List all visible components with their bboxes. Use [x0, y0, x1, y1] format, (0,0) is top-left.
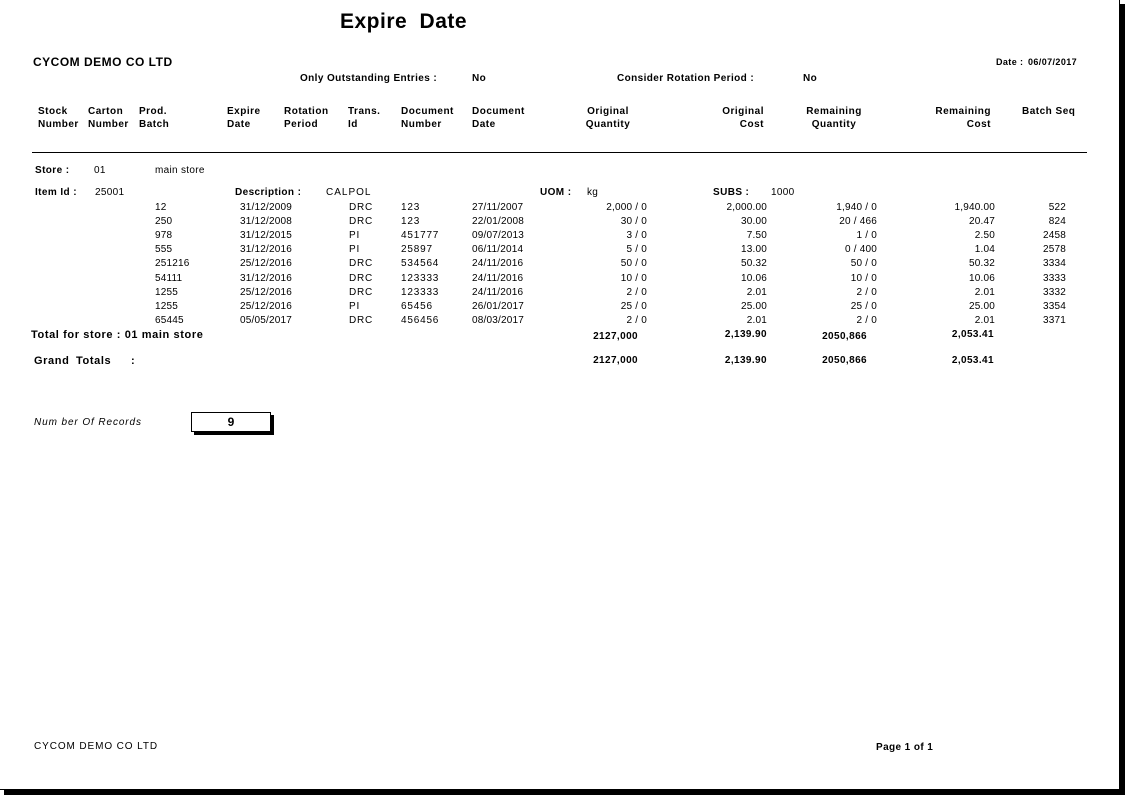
cell-original-cost: 50.32 — [740, 258, 767, 269]
subs-value: 1000 — [771, 187, 795, 198]
cell-document-date: 26/01/2017 — [472, 301, 525, 312]
cell-document-date: 24/11/2016 — [472, 287, 524, 298]
cell-batch-seq: 3354 — [1042, 301, 1066, 312]
store-label: Store : — [35, 165, 70, 176]
table-row — [0, 244, 1125, 258]
cell-batch-seq: 3332 — [1042, 287, 1066, 298]
cell-expire-date: 31/12/2008 — [240, 216, 293, 227]
col-header-document-date — [472, 105, 525, 131]
cell-trans-id: DRC — [349, 287, 374, 298]
cell-original-quantity: 2 / 0 — [626, 287, 647, 298]
store-total-remaining-quantity: 2050,866 — [822, 331, 867, 342]
cell-document-date: 24/11/2016 — [472, 273, 524, 284]
col-header-remaining-quantity — [795, 105, 873, 131]
table-row — [0, 273, 1125, 287]
cell-expire-date: 25/12/2016 — [240, 301, 293, 312]
cell-trans-id: DRC — [349, 216, 374, 227]
cell-original-quantity: 25 / 0 — [620, 301, 647, 312]
cell-document-number: 451777 — [401, 230, 440, 241]
grand-totals-label: Grand Totals — [34, 355, 112, 367]
cell-batch-seq: 3371 — [1042, 315, 1066, 326]
store-total-label: Total for store : 01 main store — [31, 329, 204, 341]
col-header-line: Batch Seq — [1022, 106, 1076, 117]
cell-remaining-quantity: 10 / 0 — [850, 273, 877, 284]
cell-document-number: 123333 — [401, 273, 440, 284]
cell-original-quantity: 50 / 0 — [620, 258, 647, 269]
col-header-line: Cost — [966, 119, 991, 130]
company-name: CYCOM DEMO CO LTD — [33, 55, 173, 69]
cell-document-number: 25897 — [401, 244, 433, 255]
cell-trans-id: DRC — [349, 202, 374, 213]
cell-remaining-cost: 2.50 — [974, 230, 995, 241]
cell-batch-seq: 2578 — [1042, 244, 1066, 255]
col-header-line: Remaining — [806, 106, 862, 117]
cell-original-cost: 2,000.00 — [726, 202, 767, 213]
col-header-line: Batch — [139, 119, 170, 130]
cell-original-quantity: 5 / 0 — [626, 244, 647, 255]
grand-total-original-quantity: 2127,000 — [593, 355, 638, 366]
report-title: Expire Date — [340, 10, 468, 33]
cell-remaining-quantity: 1,940 / 0 — [836, 202, 877, 213]
cell-original-quantity: 10 / 0 — [620, 273, 647, 284]
cell-document-number: 456456 — [401, 315, 440, 326]
col-header-line: Number — [88, 119, 129, 130]
cell-document-number: 534564 — [401, 258, 440, 269]
cell-expire-date: 31/12/2009 — [240, 202, 293, 213]
cell-expire-date: 05/05/2017 — [240, 315, 293, 326]
item-description-label: Description : — [235, 187, 302, 198]
cell-original-cost: 13.00 — [740, 244, 767, 255]
cell-document-number: 65456 — [401, 301, 433, 312]
col-header-line: Number — [401, 119, 442, 130]
col-header-line: Quantity — [585, 119, 631, 130]
cell-remaining-cost: 25.00 — [968, 301, 995, 312]
cell-original-quantity: 2,000 / 0 — [606, 202, 647, 213]
item-description: CALPOL — [326, 187, 372, 198]
col-header-line: Id — [348, 119, 358, 130]
table-row — [0, 301, 1125, 315]
cell-original-cost: 2.01 — [746, 315, 767, 326]
cell-document-number: 123 — [401, 202, 421, 213]
rotation-value: No — [803, 73, 818, 84]
cell-trans-id: DRC — [349, 273, 374, 284]
cell-prod-batch: 54111 — [155, 273, 183, 284]
grand-total-original-cost: 2,139.90 — [724, 355, 767, 366]
cell-batch-seq: 824 — [1048, 216, 1066, 227]
col-header-line: Date — [227, 119, 251, 130]
cell-expire-date: 31/12/2015 — [240, 230, 293, 241]
store-id: 01 — [94, 165, 106, 176]
store-name: main store — [155, 165, 205, 176]
cell-remaining-cost: 2.01 — [974, 287, 995, 298]
col-header-line: Cost — [739, 119, 764, 130]
cell-remaining-cost: 50.32 — [968, 258, 995, 269]
cell-remaining-cost: 1.04 — [974, 244, 995, 255]
cell-trans-id: PI — [349, 244, 361, 255]
cell-document-date: 08/03/2017 — [472, 315, 525, 326]
col-header-rotation-period — [284, 105, 329, 131]
cell-original-cost: 2.01 — [746, 287, 767, 298]
date-label: Date : — [996, 57, 1024, 67]
cell-prod-batch: 65445 — [155, 315, 184, 326]
cell-prod-batch: 1255 — [155, 301, 179, 312]
cell-document-date: 06/11/2014 — [472, 244, 524, 255]
cell-original-quantity: 30 / 0 — [620, 216, 647, 227]
table-row — [0, 216, 1125, 230]
cell-trans-id: PI — [349, 230, 361, 241]
cell-document-date: 24/11/2016 — [472, 258, 524, 269]
grand-total-remaining-cost: 2,053.41 — [951, 355, 994, 366]
grand-totals-colon: : — [131, 355, 136, 367]
cell-prod-batch: 555 — [155, 244, 173, 255]
cell-remaining-quantity: 1 / 0 — [856, 230, 877, 241]
cell-remaining-cost: 2.01 — [974, 315, 995, 326]
col-header-line: Document — [472, 106, 525, 117]
cell-original-quantity: 3 / 0 — [626, 230, 647, 241]
cell-prod-batch: 12 — [155, 202, 167, 213]
cell-prod-batch: 1255 — [155, 287, 179, 298]
grand-total-remaining-quantity: 2050,866 — [822, 355, 867, 366]
col-header-line: Expire — [227, 106, 261, 117]
table-row — [0, 230, 1125, 244]
item-id-label: Item Id : — [35, 187, 77, 198]
col-header-document-number — [401, 105, 454, 131]
col-header-line: Quantity — [811, 119, 857, 130]
col-header-line: Original — [722, 106, 764, 117]
col-header-line: Prod. — [139, 106, 168, 117]
cell-trans-id: DRC — [349, 315, 374, 326]
cell-original-cost: 7.50 — [746, 230, 767, 241]
col-header-stock-number — [38, 105, 79, 131]
date-value: 06/07/2017 — [1028, 57, 1078, 67]
col-header-line: Number — [38, 119, 79, 130]
table-row — [0, 315, 1125, 329]
cell-original-cost: 30.00 — [740, 216, 767, 227]
cell-batch-seq: 2458 — [1042, 230, 1066, 241]
col-header-line: Document — [401, 106, 454, 117]
cell-expire-date: 25/12/2016 — [240, 287, 293, 298]
table-row — [0, 202, 1125, 216]
outstanding-value: No — [472, 73, 487, 84]
cell-prod-batch: 250 — [155, 216, 173, 227]
uom-label: UOM : — [540, 187, 572, 198]
cell-document-number: 123333 — [401, 287, 440, 298]
col-header-line: Trans. — [348, 106, 381, 117]
cell-original-cost: 25.00 — [740, 301, 767, 312]
table-row — [0, 258, 1125, 272]
rotation-label: Consider Rotation Period : — [617, 73, 755, 84]
cell-remaining-quantity: 20 / 466 — [839, 216, 877, 227]
subs-label: SUBS : — [713, 187, 750, 198]
cell-remaining-cost: 20.47 — [968, 216, 995, 227]
col-header-remaining-cost — [920, 105, 991, 131]
cell-batch-seq: 3333 — [1042, 273, 1066, 284]
cell-expire-date: 25/12/2016 — [240, 258, 293, 269]
col-header-original-cost — [700, 105, 764, 131]
col-header-expire-date — [227, 105, 261, 131]
store-total-original-cost: 2,139.90 — [724, 329, 767, 340]
cell-expire-date: 31/12/2016 — [240, 273, 293, 284]
footer-company: CYCOM DEMO CO LTD — [34, 741, 159, 752]
header-divider — [32, 152, 1087, 153]
col-header-trans-id — [348, 105, 380, 131]
cell-original-quantity: 2 / 0 — [626, 315, 647, 326]
col-header-line: Rotation — [284, 106, 329, 117]
cell-remaining-quantity: 2 / 0 — [856, 287, 877, 298]
store-total-remaining-cost: 2,053.41 — [951, 329, 994, 340]
col-header-carton-number — [88, 105, 129, 131]
number-of-records-value: 9 — [191, 412, 271, 432]
cell-prod-batch: 978 — [155, 230, 173, 241]
cell-remaining-quantity: 50 / 0 — [850, 258, 877, 269]
col-header-line: Period — [284, 119, 319, 130]
cell-document-date: 27/11/2007 — [472, 202, 524, 213]
cell-trans-id: DRC — [349, 258, 374, 269]
cell-document-number: 123 — [401, 216, 421, 227]
item-id: 25001 — [95, 187, 125, 198]
page-shadow-bottom — [4, 790, 1125, 795]
col-header-prod-batch — [139, 105, 169, 131]
table-row — [0, 287, 1125, 301]
cell-document-date: 22/01/2008 — [472, 216, 525, 227]
page-shadow-right — [1120, 4, 1125, 795]
cell-batch-seq: 3334 — [1042, 258, 1066, 269]
cell-batch-seq: 522 — [1048, 202, 1066, 213]
store-total-original-quantity: 2127,000 — [593, 331, 638, 342]
col-header-line: Carton — [88, 106, 124, 117]
col-header-original-quantity — [570, 105, 646, 131]
cell-remaining-cost: 10.06 — [968, 273, 995, 284]
footer-page-number: Page 1 of 1 — [876, 742, 934, 753]
col-header-line: Original — [587, 106, 629, 117]
uom-value: kg — [587, 187, 599, 198]
col-header-batch-seq — [1022, 105, 1075, 118]
cell-document-date: 09/07/2013 — [472, 230, 525, 241]
cell-prod-batch: 251216 — [155, 258, 190, 269]
number-of-records-label: Num ber Of Records — [34, 417, 142, 428]
cell-remaining-cost: 1,940.00 — [954, 202, 995, 213]
col-header-line: Remaining — [935, 106, 991, 117]
col-header-line: Date — [472, 119, 496, 130]
cell-trans-id: PI — [349, 301, 361, 312]
cell-original-cost: 10.06 — [740, 273, 767, 284]
cell-remaining-quantity: 2 / 0 — [856, 315, 877, 326]
col-header-line: Stock — [38, 106, 68, 117]
cell-remaining-quantity: 25 / 0 — [850, 301, 877, 312]
outstanding-label: Only Outstanding Entries : — [300, 73, 438, 84]
cell-expire-date: 31/12/2016 — [240, 244, 293, 255]
cell-remaining-quantity: 0 / 400 — [845, 244, 877, 255]
